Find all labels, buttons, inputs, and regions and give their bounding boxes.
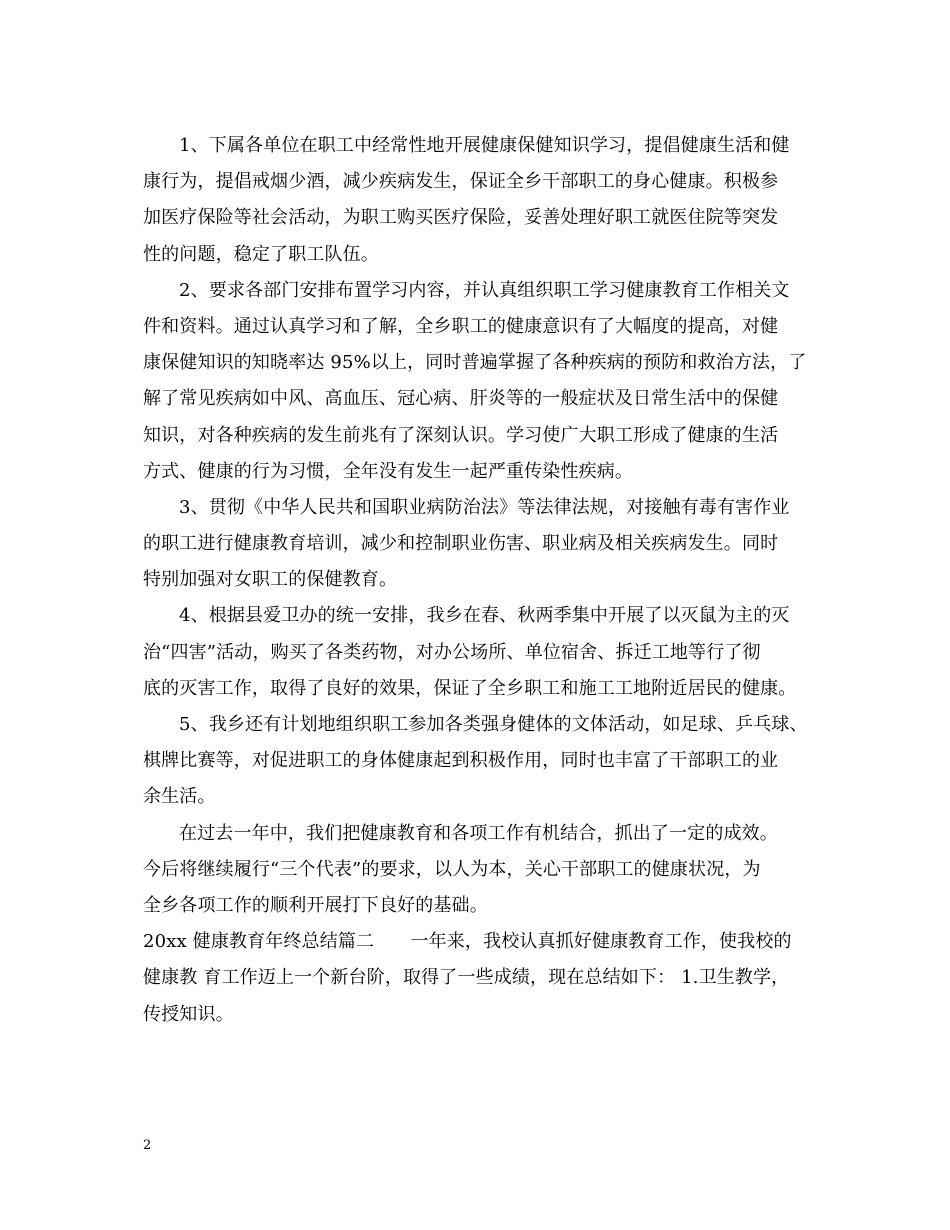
page-number: 2 [143, 1138, 152, 1153]
paragraph-4-line-2: 治“四害”活动，购买了各类药物，对办公场所、单位宿舍、拆迁工地等行了彻 [143, 641, 761, 663]
paragraph-6-line-2: 今后将继续履行“三个代表”的要求，以人为本，关心干部职工的健康状况，为 [143, 858, 761, 880]
paragraph-2-line-1: 2、要求各部门安排布置学习内容，并认真组织职工学习健康教育工作相关文 [179, 279, 790, 301]
paragraph-1-line-4: 性的问题，稳定了职工队伍。 [143, 243, 379, 265]
paragraph-4-line-3: 底的灭害工作，取得了良好的效果，保证了全乡职工和施工工地附近居民的健康。 [143, 677, 797, 699]
paragraph-1-line-2: 康行为，提倡戒烟少酒，减少疾病发生，保证全乡干部职工的身心健康。积极参 [143, 171, 779, 193]
paragraph-6-line-3: 全乡各项工作的顺利开展打下良好的基础。 [143, 894, 488, 916]
paragraph-2-line-6: 方式、健康的行为习惯，全年没有发生一起严重传染性疾病。 [143, 460, 634, 482]
paragraph-5-line-2: 棋牌比赛等，对促进职工的身体健康起到积极作用，同时也丰富了干部职工的业 [143, 750, 779, 772]
paragraph-2-line-2: 件和资料。通过认真学习和了解，全乡职工的健康意识有了大幅度的提高，对健 [143, 315, 779, 337]
paragraph-7-line-1: 20xx 健康教育年终总结篇二 一年来，我校认真抓好健康教育工作，使我校的 [143, 931, 792, 953]
paragraph-3-line-3: 特别加强对女职工的保健教育。 [143, 569, 398, 591]
paragraph-2-line-5: 知识，对各种疾病的发生前兆有了深刻认识。学习使广大职工形成了健康的生活 [143, 424, 779, 446]
paragraph-1-line-3: 加医疗保险等社会活动，为职工购买医疗保险，妥善处理好职工就医住院等突发 [143, 207, 779, 229]
paragraph-4-line-1: 4、根据县爱卫办的统一安排，我乡在春、秋两季集中开展了以灭鼠为主的灭 [179, 605, 790, 627]
paragraph-6-line-1: 在过去一年中，我们把健康教育和各项工作有机结合，抓出了一定的成效。 [179, 822, 778, 844]
paragraph-3-line-2: 的职工进行健康教育培训，减少和控制职业伤害、职业病及相关疾病发生。同时 [143, 533, 779, 555]
paragraph-3-line-1: 3、贯彻《中华人民共和国职业病防治法》等法律法规，对接触有毒有害作业 [179, 496, 790, 518]
paragraph-7-line-3: 传授知识。 [143, 1003, 234, 1025]
paragraph-1-line-1: 1、下属各单位在职工中经常性地开展健康保健知识学习，提倡健康生活和健 [179, 135, 790, 156]
body-text [143, 128, 808, 1033]
paragraph-2-line-3: 康保健知识的知晓率达 95%以上，同时普遍掌握了各种疾病的预防和救治方法，了 [143, 352, 807, 374]
paragraph-2-line-4: 解了常见疾病如中风、高血压、冠心病、肝炎等的一般症状及日常生活中的保健 [143, 388, 779, 410]
paragraph-5-line-1: 5、我乡还有计划地组织职工参加各类强身健体的文体活动，如足球、乒乓球、 [179, 714, 808, 735]
paragraph-5-line-3: 余生活。 [143, 786, 216, 808]
paragraph-7-line-2: 健康教 育工作迈上一个新台阶，取得了一些成绩，现在总结如下： 1.卫生教学， [143, 967, 790, 989]
